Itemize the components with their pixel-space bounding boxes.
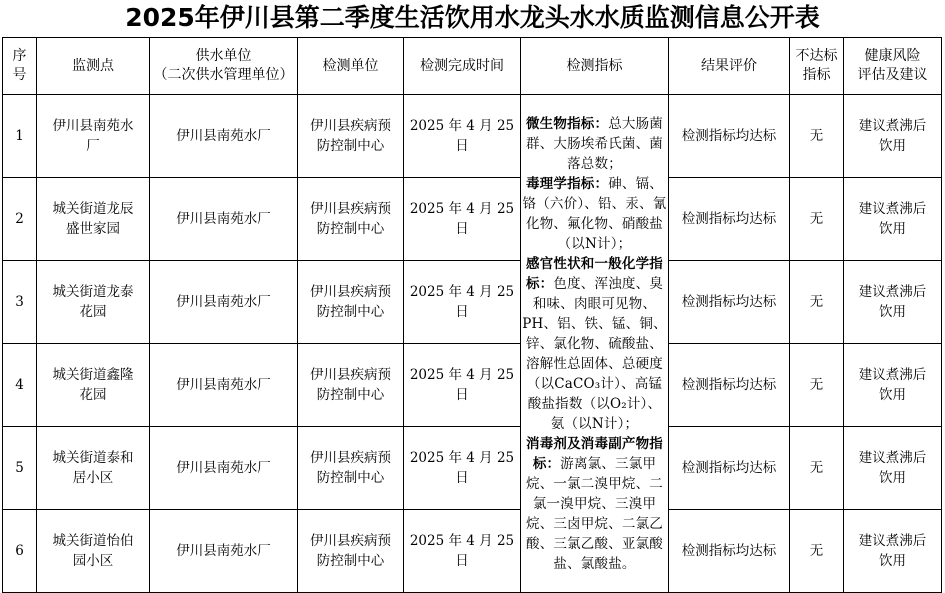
row-index: 6 [3, 510, 37, 593]
supplier: 伊川县南苑水厂 [150, 178, 298, 261]
header-health: 健康风险 评估及建议 [844, 38, 942, 95]
test-time: 2025 年 4 月 25 日 [404, 344, 521, 427]
tester: 伊川县疾病预 防控制中心 [298, 510, 404, 593]
supplier: 伊川县南苑水厂 [150, 95, 298, 178]
header-row [3, 38, 942, 95]
header-result: 结果评价 [669, 38, 790, 95]
monitoring-point: 城关街道怡伯 园小区 [37, 510, 150, 593]
result: 检测指标均达标 [669, 510, 790, 593]
test-time: 2025 年 4 月 25 日 [404, 95, 521, 178]
row-index: 2 [3, 178, 37, 261]
noncompliant: 无 [790, 344, 844, 427]
header-indicators: 检测指标 [521, 38, 669, 95]
noncompliant: 无 [790, 178, 844, 261]
health-advice: 建议煮沸后 饮用 [844, 95, 942, 178]
health-advice: 建议煮沸后 饮用 [844, 510, 942, 593]
test-time: 2025 年 4 月 25 日 [404, 178, 521, 261]
header-noncompliant: 不达标 指标 [790, 38, 844, 95]
header-time: 检测完成时间 [404, 38, 521, 95]
indicators-list [521, 95, 669, 593]
table-row [3, 95, 942, 178]
noncompliant: 无 [790, 427, 844, 510]
table-row [3, 261, 942, 344]
health-advice: 建议煮沸后 饮用 [844, 344, 942, 427]
supplier: 伊川县南苑水厂 [150, 510, 298, 593]
monitoring-point: 城关街道龙泰 花园 [37, 261, 150, 344]
tester: 伊川县疾病预 防控制中心 [298, 95, 404, 178]
indicator-group-micro: 微生物指标：总大肠菌群、大肠埃希氏菌、菌落总数； [525, 115, 663, 172]
result: 检测指标均达标 [669, 344, 790, 427]
monitoring-point: 城关街道龙辰 盛世家园 [37, 178, 150, 261]
tester: 伊川县疾病预 防控制中心 [298, 178, 404, 261]
supplier: 伊川县南苑水厂 [150, 427, 298, 510]
indicator-group-tox: 毒理学指标：砷、镉、铬（六价）、铅、汞、氰化物、氟化物、硝酸盐（以N计）； [522, 175, 667, 252]
noncompliant: 无 [790, 510, 844, 593]
water-quality-table [2, 37, 942, 593]
monitoring-point: 城关街道泰和 居小区 [37, 427, 150, 510]
row-index: 4 [3, 344, 37, 427]
tester: 伊川县疾病预 防控制中心 [298, 261, 404, 344]
header-supplier: 供水单位 （二次供水管理单位） [150, 38, 298, 95]
noncompliant: 无 [790, 95, 844, 178]
health-advice: 建议煮沸后 饮用 [844, 427, 942, 510]
result: 检测指标均达标 [669, 178, 790, 261]
test-time: 2025 年 4 月 25 日 [404, 510, 521, 593]
header-point: 监测点 [37, 38, 150, 95]
tester: 伊川县疾病预 防控制中心 [298, 427, 404, 510]
health-advice: 建议煮沸后 饮用 [844, 261, 942, 344]
row-index: 1 [3, 95, 37, 178]
supplier: 伊川县南苑水厂 [150, 344, 298, 427]
header-index: 序 号 [3, 38, 37, 95]
table-row [3, 427, 942, 510]
indicator-group-disinfectant: 消毒剂及消毒副产物指标：游离氯、三氯甲烷、一氯二溴甲烷、二氯一溴甲烷、三溴甲烷、三卤甲烷、二氯乙酸、三氯乙酸、亚氯酸盐、氯酸盐。 [526, 435, 663, 572]
header-tester: 检测单位 [298, 38, 404, 95]
table-row [3, 344, 942, 427]
tester: 伊川县疾病预 防控制中心 [298, 344, 404, 427]
test-time: 2025 年 4 月 25 日 [404, 261, 521, 344]
table-row [3, 178, 942, 261]
health-advice: 建议煮沸后 饮用 [844, 178, 942, 261]
test-time: 2025 年 4 月 25 日 [404, 427, 521, 510]
monitoring-point: 伊川县南苑水 厂 [37, 95, 150, 178]
row-index: 3 [3, 261, 37, 344]
supplier: 伊川县南苑水厂 [150, 261, 298, 344]
result: 检测指标均达标 [669, 261, 790, 344]
result: 检测指标均达标 [669, 95, 790, 178]
monitoring-point: 城关街道鑫隆 花园 [37, 344, 150, 427]
row-index: 5 [3, 427, 37, 510]
indicator-group-sensory: 感官性状和一般化学指标：色度、浑浊度、臭和味、肉眼可见物、PH、铝、铁、锰、铜、锌、氯化物、硫酸盐、溶解性总固体、总硬度（以CaCO₃计）、高锰酸盐指数（以O₂计）、氨（以N计）； [522, 255, 667, 432]
noncompliant: 无 [790, 261, 844, 344]
result: 检测指标均达标 [669, 427, 790, 510]
page-title: 2025年伊川县第二季度生活饮用水龙头水水质监测信息公开表 [125, 3, 820, 32]
table-row [3, 510, 942, 593]
